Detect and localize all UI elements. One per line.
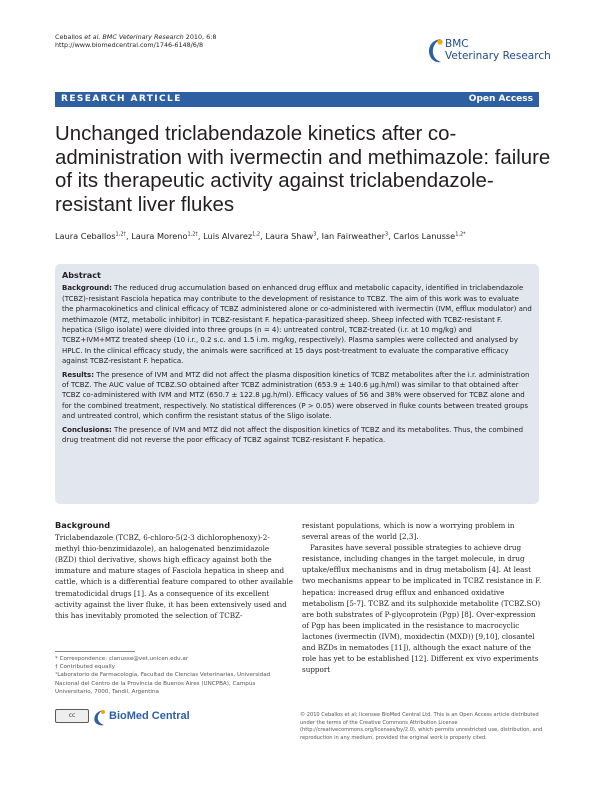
running-header (55, 33, 216, 49)
citation-volume: 2010, 6:8 (183, 33, 217, 41)
abstract-background-text: The reduced drug accumulation based on enhanced drug efflux and metabolic capacity, identified in triclabendazole (TCBZ)-resistant Fasciola hepatica may contribute to the development of resistance to TCBZ. The aim of this work was to evaluate the pharmacokinetics and clinical efficacy of TCBZ administered alone or co-administered with ivermectin (IVM, efflux modulator) and methimazole (MTZ, metabolic inhibitor) in TCBZ-resistant F. hepatica-parasitized sheep. Sheep infected with TCBZ-resistant F. hepatica (Sligo isolate) were divided into three groups (n = 4): untreated control, TCBZ-treated (i.r. at 10 mg/kg) and TCBZ+IVM+MTZ treated sheep (10 i.r., 0.2 s.c. and 1.5 i.m. mg/kg, respectively). Plasma samples were collected and analysed by HPLC. In the clinical efficacy study, the animals were sacrificed at 15 days post-treatment to evaluate the comparative efficacy against TCBZ-resistant F. hepatica. (62, 284, 532, 366)
publisher-logo (92, 708, 222, 728)
article-url[interactable]: http://www.biomedcentral.com/1746-6148/6/8 (55, 41, 204, 49)
author-affiliation: 3 (385, 231, 389, 238)
journal-logo-line1: BMC (445, 38, 469, 50)
open-access-label: Open Access (468, 94, 533, 104)
abstract-results-text: The presence of IVM and MTZ did not affect the plasma disposition kinetics of TCBZ metabolites after the i.r. administration of TCBZ. The AUC value of TCBZ.SO obtained after TCBZ administration (653.9 ± 140.6 μg.h/ml) was similar to that obtained after TCBZ co-administered with IVM and MTZ (650.7 ± 122.8 μg.h/ml). Efficacy values of 56 and 38% were observed for TCBZ alone and for the combined treatment, respectively. No statistical differences (P > 0.05) were observed in fluke counts between treated groups and untreated control, which confirm the resistant status of the Sligo isolate. (62, 370, 530, 421)
author-name: Carlos Lanusse (393, 231, 456, 241)
abstract-conclusions (62, 425, 532, 446)
abstract-background-label: Background: (62, 284, 112, 293)
equal-contribution-note: † Contributed equally (55, 664, 115, 671)
author-list: Laura Ceballos$^{1,2\dagger}$, Laura Moreno$^{1,2\dagger}$, Luis Alvarez$^{1,2}$, Laura Shaw$^3$, Ian Fairweather$^3$, Carlos Lanusse$^{1,2*}$ (55, 231, 466, 241)
affiliation-note: ¹Laboratorio de Farmacología, Facultad de Ciencias Veterinarias, Universidad Nacional del Centro de la Provincia de Buenos Aires (UNCPBA), Campus Universitario, 7000, Tandil, Argentina (55, 672, 271, 695)
article-title: Unchanged triclabendazole kinetics after co-administration with ivermectin and methimazole: failure of its therapeutic activity against triclabendazole-resistant liver flukes (55, 123, 551, 216)
abstract-box (55, 264, 539, 504)
footnotes (55, 655, 293, 696)
author-name: Laura Shaw (265, 231, 314, 241)
abstract-heading: Abstract (62, 270, 101, 280)
article-type-bar (55, 92, 539, 107)
copyright-notice: © 2010 Ceballos et al; licensee BioMed Central Ltd. This is an Open Access article distributed under the terms of the Creative Commons Attribution License (http://creativecommons.org/licenses/by/2.0), which permits unrestricted use, distribution, and reproduction in any medium, provided the original work is properly cited. (300, 712, 543, 741)
journal-logo-line2: Veterinary Research (445, 50, 551, 62)
abstract-conclusions-text: The presence of IVM and MTZ did not affect the disposition kinetics of TCBZ and its metabolites. Thus, the combined drug treatment did not reverse the poor efficacy of TCBZ against TCBZ-resistant F. hepatica. (62, 425, 524, 445)
author-affiliation: 1,2* (455, 231, 466, 238)
citation-line (55, 33, 216, 41)
body-right-column (302, 520, 542, 675)
abstract-results (62, 370, 532, 422)
creative-commons-badge[interactable]: cc (55, 709, 89, 723)
correspondence-note[interactable]: * Correspondence: clanusse@vet.unicen.edu.ar (55, 656, 189, 662)
author-affiliation: 3 (313, 231, 317, 238)
body-left-column (55, 520, 293, 621)
author-affiliation: 1,2† (187, 231, 198, 238)
article-type-label: RESEARCH ARTICLE (61, 94, 182, 104)
author-affiliation: 1,2† (115, 231, 126, 238)
section-heading-background: Background (55, 520, 111, 530)
abstract-conclusions-label: Conclusions: (62, 425, 112, 434)
citation-authors: Ceballos (55, 33, 85, 41)
biomed-central-swoosh-icon (92, 708, 108, 726)
abstract-results-label: Results: (62, 370, 94, 379)
author-name: Ian Fairweather (321, 231, 385, 241)
author-name: Laura Ceballos (55, 231, 116, 241)
publisher-name: BioMed Central (109, 710, 190, 722)
body-paragraph: Triclabendazole (TCBZ, 6-chloro-5(2-3 dichlorophenoxy)-2-methyl thio-benzimidazole), an halogenated benzimidazole (BZD) thiol derivative, shows high efficacy against both the immature and mature stages of Fasciola hepatica in sheep and cattle, which is a differential feature compared to other available trematodicidal drugs [1]. As a consequence of its excellent activity against the liver fluke, it has been extensively used and this has inevitably promoted the selection of TCBZ- (55, 533, 294, 620)
body-paragraph: resistant populations, which is now a worrying problem in several areas of the world [2,3]. (302, 521, 515, 542)
author-affiliation: 1,2 (252, 231, 261, 238)
abstract-background (62, 283, 532, 366)
body-paragraph: Parasites have several possible strategies to achieve drug resistance, including changes in the target molecule, in drug uptake/efflux mechanisms and in drug metabolism [4]. At least two mechanisms appear to be implicated in TCBZ resistance in F. hepatica: increased drug efflux and enhanced oxidative metabolism [5-7]. TCBZ and its sulphoxide metabolite (TCBZ.SO) are both substrates of P-glycoprotein (Pgp) [8]. Over-expression of Pgp has been implicated in the resistance to macrocyclic lactones (ivermectin (IVM), moxidectin (MXD)) [9,10], closantel and BZDs in nematodes [11]), although the exact nature of the role has yet to be established [12]. Different ex vivo experiments support (302, 543, 542, 675)
bmc-swoosh-icon (425, 36, 447, 64)
footnote-divider (55, 651, 135, 652)
citation-journal: et al. BMC Veterinary Research (84, 33, 184, 41)
author-name: Laura Moreno (131, 231, 188, 241)
journal-logo (425, 36, 555, 76)
author-name: Luis Alvarez (203, 231, 253, 241)
